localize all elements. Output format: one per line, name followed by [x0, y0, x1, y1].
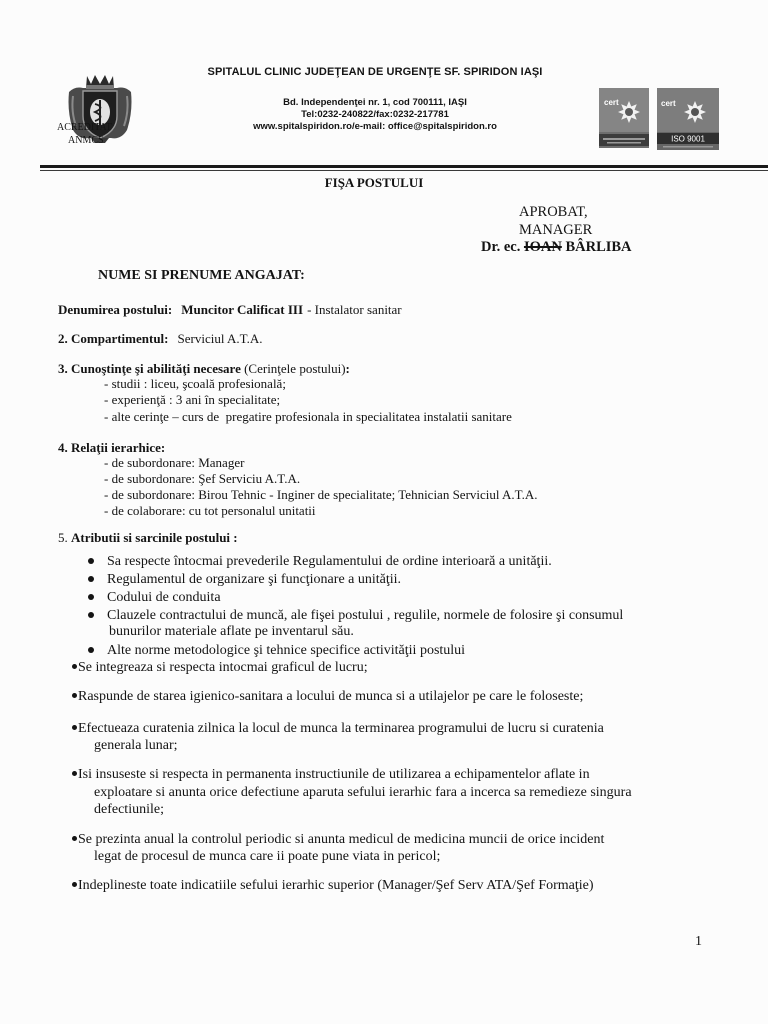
- hospital-address: Bd. Independenţei nr. 1, cod 700111, IAŞI: [283, 97, 467, 108]
- approval-label: APROBAT,: [519, 204, 588, 220]
- approval-role: MANAGER: [519, 222, 593, 238]
- position-row: [58, 302, 402, 318]
- bullet-icon: [88, 647, 94, 653]
- department-value: Serviciul A.T.A.: [177, 331, 263, 346]
- certification-logo: [583, 70, 633, 130]
- requirement-item: - alte cerinţe – curs de pregatire profesionala in specialitatea instalatii sanitare: [104, 409, 512, 424]
- task-item-continuation: legat de procesul de munca care ii poate pune viata in pericol;: [94, 849, 441, 864]
- page-number: 1: [695, 934, 702, 949]
- relations-heading: 4. Relaţii ierarhice:: [58, 440, 166, 455]
- header-divider: [40, 165, 768, 168]
- respect-item: [88, 553, 552, 571]
- bullet-icon: [88, 612, 94, 618]
- position-detail: - Instalator sanitar: [307, 302, 402, 317]
- task-item: [72, 877, 594, 895]
- duties-heading: [58, 530, 238, 546]
- hospital-web-email: www.spitalspiridon.ro/e-mail: office@spitalspiridon.ro: [253, 121, 497, 132]
- bullet-icon: [88, 576, 94, 582]
- respect-item-text: Clauzele contractului de muncă, ale fişei postului , regulile, normele de folosire şi consumul: [107, 608, 624, 623]
- requirement-item: - studii : liceu, şcoală profesională;: [104, 376, 286, 391]
- respect-item: [88, 571, 401, 589]
- respect-item-text: Sa respecte întocmai prevederile Regulamentului de ordine interioară a unităţii.: [107, 554, 552, 569]
- bullet-icon: [72, 664, 77, 669]
- task-item-continuation: generala lunar;: [94, 738, 178, 753]
- task-item-text: Isi insuseste si respecta in permanenta instructiunile de utilizarea a echipamentelor aflate in: [78, 767, 590, 782]
- relation-item: - de subordonare: Birou Tehnic - Inginer de specialitate; Tehnician Serviciul A.T.A.: [104, 487, 538, 502]
- approval-signatory: [481, 238, 632, 256]
- requirements-label: 3. Cunoştinţe şi abilităţi necesare: [58, 361, 241, 376]
- accreditation-body-label: ANMCS: [68, 135, 104, 146]
- task-item-text: Raspunde de starea igienico-sanitara a locului de munca si a utilajelor pe care le foloseste;: [78, 689, 584, 704]
- bullet-icon: [72, 725, 77, 730]
- task-item: [72, 831, 604, 849]
- bullet-icon: [72, 836, 77, 841]
- requirements-note: (Cerinţele postului): [244, 361, 346, 376]
- bullet-icon: [72, 882, 77, 887]
- signatory-first-name: IOAN: [523, 239, 562, 255]
- respect-item-text: Codului de conduita: [107, 590, 221, 605]
- requirements-heading: [58, 361, 350, 377]
- document-title: FIŞA POSTULUI: [324, 175, 424, 190]
- bullet-icon: [88, 558, 94, 564]
- department-row: [58, 331, 262, 347]
- bullet-icon: [72, 693, 77, 698]
- hospital-phone-fax: Tel:0232-240822/fax:0232-217781: [301, 109, 449, 120]
- cert-logo-lettering: cert: [661, 99, 676, 108]
- task-item: [72, 720, 604, 738]
- task-item-text: Efectueaza curatenia zilnica la locul de munca la terminarea programului de lucru si curatenia: [78, 721, 604, 736]
- cert-logo-lettering: cert: [604, 98, 619, 107]
- relation-item: - de subordonare: Şef Serviciu A.T.A.: [104, 471, 301, 486]
- iso-certification-logo: [641, 70, 705, 144]
- respect-item: [88, 589, 221, 607]
- task-item: [72, 659, 368, 677]
- iso-label: ISO 9001: [671, 134, 705, 144]
- task-item-continuation: exploatare si anunta orice defectiune aparuta sefului ierarhic fara a incerca sa remedieze singura: [94, 785, 632, 800]
- position-title: Muncitor Calificat III: [181, 302, 304, 317]
- duties-label: Atributii si sarcinile postului :: [71, 530, 238, 545]
- respect-item-text: Alte norme metodologice şi tehnice specifice activităţii postului: [107, 643, 466, 658]
- hospital-crest-logo: [49, 54, 119, 126]
- header-divider-thin: [40, 170, 768, 171]
- department-label: 2. Compartimentul:: [58, 331, 169, 346]
- task-item-text: Indeplineste toate indicatiile sefului ierarhic superior (Manager/Şef Serv ATA/Şef Formaţie): [78, 878, 594, 893]
- task-item-text: Se prezinta anual la controlul periodic si anunta medicul de medicina muncii de orice incident: [78, 832, 605, 847]
- signatory-last-name: BÂRLIBA: [565, 239, 632, 255]
- task-item: [72, 766, 590, 784]
- task-item-text: Se integreaza si respecta intocmai graficul de lucru;: [78, 660, 368, 675]
- requirement-item: - experienţă : 3 ani în specialitate;: [104, 392, 281, 407]
- duties-number: 5.: [58, 530, 68, 545]
- respect-item-continuation: bunurilor materiale aflate pe inventarul său.: [109, 624, 354, 639]
- position-label: Denumirea postului:: [58, 302, 173, 317]
- task-item-continuation: defectiunile;: [94, 802, 164, 817]
- relation-item: - de colaborare: cu tot personalul unitatii: [104, 503, 316, 518]
- task-item: [72, 688, 583, 706]
- relation-item: - de subordonare: Manager: [104, 455, 245, 470]
- signatory-prefix: Dr. ec.: [481, 239, 521, 255]
- employee-name-label: NUME SI PRENUME ANGAJAT:: [98, 268, 305, 283]
- accreditation-label: ACREDITAT: [57, 122, 112, 133]
- hospital-name: SPITALUL CLINIC JUDEŢEAN DE URGENŢE SF. SPIRIDON IAŞI: [207, 66, 543, 78]
- bullet-icon: [72, 771, 77, 776]
- respect-item: [88, 642, 465, 660]
- bullet-icon: [88, 594, 94, 600]
- requirements-colon: :: [345, 361, 350, 376]
- respect-item-text: Regulamentul de organizare şi funcţionare a unităţii.: [107, 572, 402, 587]
